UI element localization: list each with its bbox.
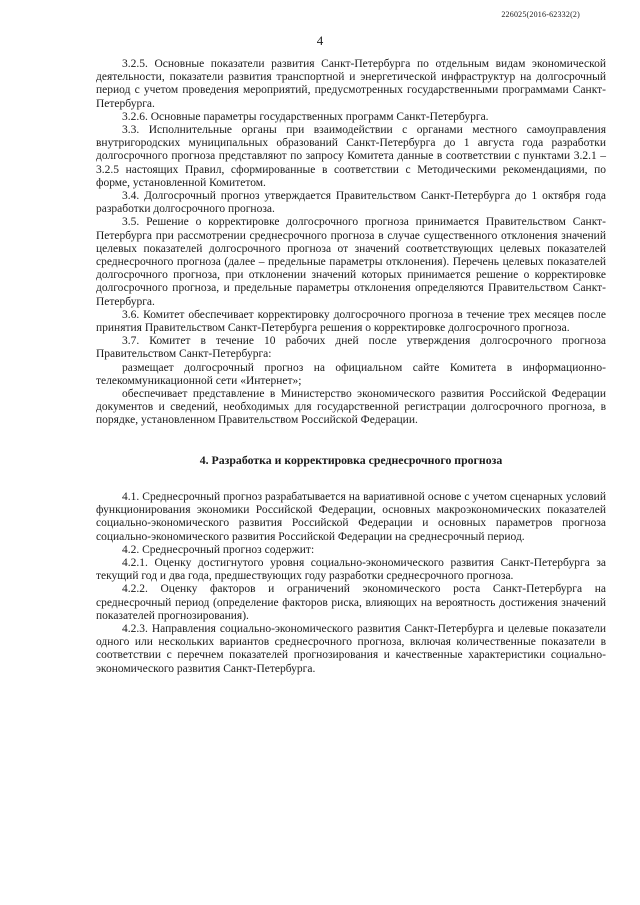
paragraph-4-2-1: 4.2.1. Оценку достигнутого уровня социально-экономического развития Санкт-Петербурга за текущий год и два года, предшествующих году разработки среднесрочного прогноза. — [96, 556, 606, 583]
document-id: 226025(2016-62332(2) — [501, 10, 580, 19]
section-4-heading: 4. Разработка и корректировка среднесрочного прогноза — [199, 452, 503, 467]
paragraph-3-6: 3.6. Комитет обеспечивает корректировку долгосрочного прогноза в течение трех месяцев после принятия Правительством Санкт-Петербурга решения о корректировке долгосрочного прогноза. — [96, 308, 606, 335]
paragraph-3-2-5: 3.2.5. Основные показатели развития Санкт-Петербурга по отдельным видам экономической деятельности, показатели развития транспортной и энергетической инфраструктур на долгосрочный период с учетом проведения мероприятий, предусмотренных государственными программами Санкт-Петербурга. — [96, 58, 606, 110]
paragraph-3-7: 3.7. Комитет в течение 10 рабочих дней после утверждения долгосрочного прогноза Правительством Санкт-Петербурга: — [96, 335, 606, 361]
paragraph-3-4: 3.4. Долгосрочный прогноз утверждается Правительством Санкт-Петербурга до 1 октября года разработки долгосрочного прогноза. — [96, 190, 606, 216]
paragraph-4-2: 4.2. Среднесрочный прогноз содержит: — [122, 543, 315, 556]
paragraph-3-5: 3.5. Решение о корректировке долгосрочного прогноза принимается Правительством Санкт-Петербурга при рассмотрении среднесрочного прогноза в случае существенного отклонения значений целевых показателей долгосрочного прогноза от значений соответствующих целевых показателей среднесрочного прогноза (далее – предельные параметры отклонения). Перечень целевых показателей долгосрочного прогноза, при отклонении значений которых принимается решение о корректировке долгосрочного прогноза, и предельные параметры отклонения определяются Правительством Санкт-Петербурга. — [96, 216, 606, 308]
paragraph-3-7-item-submit: обеспечивает представление в Министерство экономического развития Российской Федерации документов и сведений, необходимых для государственной регистрации долгосрочного прогноза, в порядке, установленном Правительством Российской Федерации. — [96, 388, 606, 427]
paragraph-3-3: 3.3. Исполнительные органы при взаимодействии с органами местного самоуправления внутригородских муниципальных образований Санкт-Петербурга до 1 августа года разработки долгосрочного прогноза представляют по запросу Комитета данные в соответствии с пунктами 3.2.1 – 3.2.5 настоящих Правил, сформированные в соответствии с Методическими рекомендациями, по форме, установленной Комитетом. — [96, 124, 606, 189]
paragraph-4-2-2: 4.2.2. Оценку факторов и ограничений экономического роста Санкт-Петербурга на среднесрочный период (определение факторов риска, влияющих на вероятность достижения значений показателей прогнозирования). — [96, 583, 606, 622]
paragraph-4-1: 4.1. Среднесрочный прогноз разрабатывается на вариативной основе с учетом сценарных условий функционирования экономики Российской Федерации, основных макроэкономических показателей социально-экономического развития Российской Федерации и основных параметров прогноза социально-экономического развития Российской Федерации на среднесрочный период. — [96, 490, 606, 543]
paragraph-3-2-6: 3.2.6. Основные параметры государственных программ Санкт-Петербурга. — [122, 110, 489, 123]
paragraph-4-2-3: 4.2.3. Направления социально-экономического развития Санкт-Петербурга и целевые показатели одного или нескольких вариантов среднесрочного прогноза, включая количественные показатели в соответствии с перечнем показателей прогнозирования и качественные характеристики социально-экономического развития Санкт-Петербурга. — [96, 622, 606, 675]
paragraph-3-7-item-publish: размещает долгосрочный прогноз на официальном сайте Комитета в информационно-телекоммуникационной сети «Интернет»; — [96, 361, 606, 387]
page-number: 4 — [316, 33, 324, 48]
page-body — [96, 58, 606, 676]
